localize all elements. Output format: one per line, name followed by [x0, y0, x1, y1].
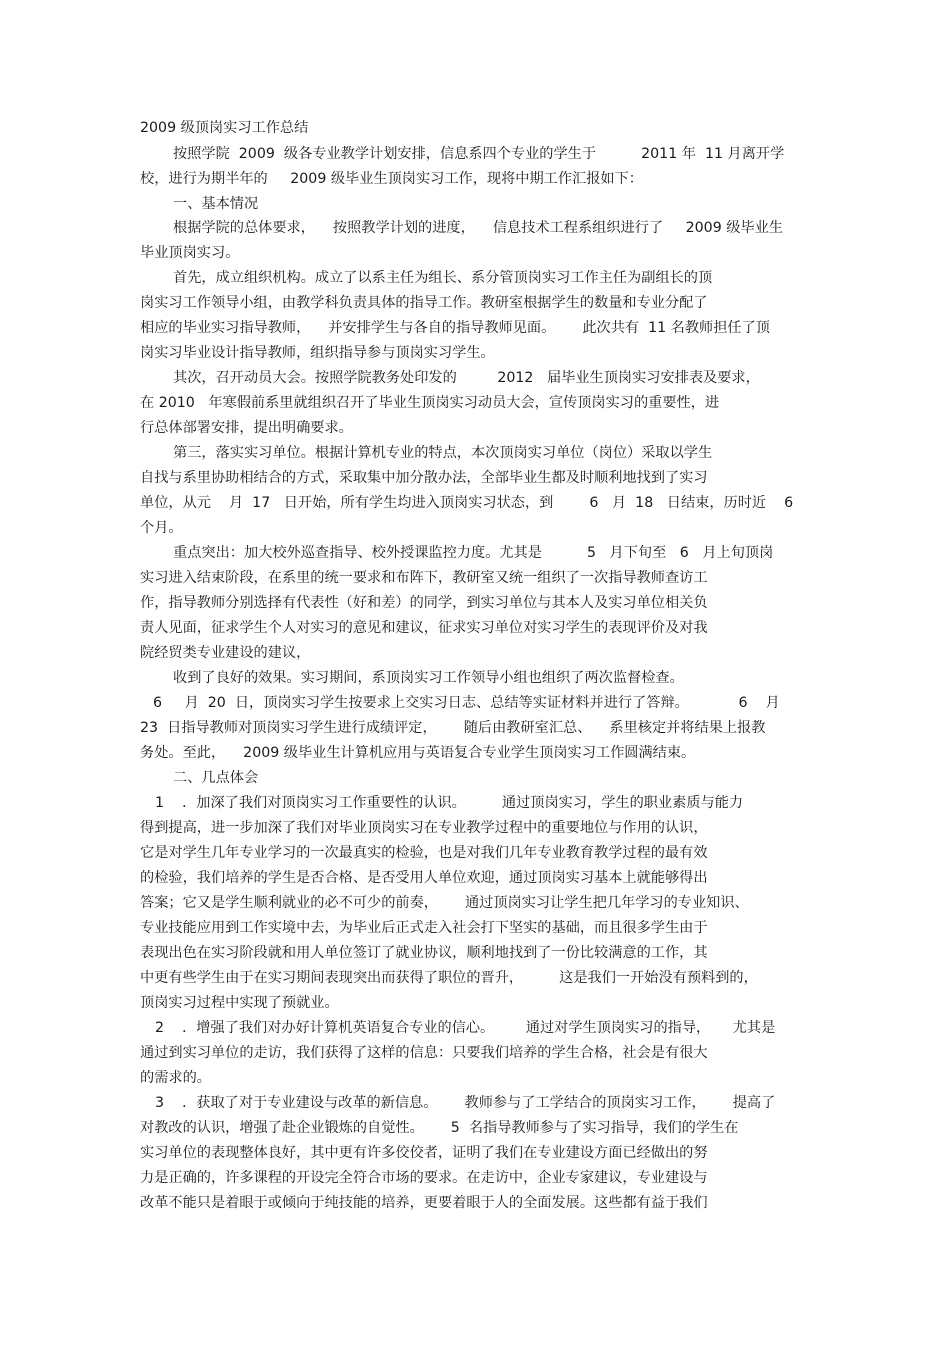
text-line: 岗实习毕业设计指导教师，组织指导参与顶岗实习学生。 — [140, 345, 495, 361]
text-line: 专业技能应用到工作实境中去，为毕业后正式走入社会打下坚实的基础，而且很多学生由于 — [140, 920, 708, 936]
text-line: 它是对学生几年专业学习的一次最真实的检验，也是对我们几年专业教育教学过程的最有效 — [140, 845, 708, 861]
text-line: 改革不能只是着眼于或倾向于纯技能的培养，更要着眼于人的全面发展。这些都有益于我们 — [140, 1195, 708, 1211]
text-line: 校，进行为期半年的 2009 级毕业生顶岗实习工作，现将中期工作汇报如下： — [140, 171, 643, 187]
text-line: 岗实习工作领导小组，由教学科负责具体的指导工作。教研室根据学生的数量和专业分配了 — [140, 295, 708, 311]
text-line: 自找与系里协助相结合的方式，采取集中加分散办法，全部毕业生都及时顺利地找到了实习 — [140, 470, 708, 486]
text-line: 个月。 — [140, 520, 183, 536]
text-line: 3 ．获取了对于专业建设与改革的新信息。 教师参与了工学结合的顶岗实习工作， 提高了 — [155, 1095, 776, 1111]
text-line: 其次，召开动员大会。按照学院教务处印发的 2012 届毕业生顶岗实习安排表及要求， — [173, 370, 760, 386]
text-line: 的需求的。 — [140, 1070, 211, 1086]
text-line: 第三，落实实习单位。根据计算机专业的特点，本次顶岗实习单位（岗位）采取以学生 — [173, 445, 713, 461]
text-line: 毕业顶岗实习。 — [140, 245, 240, 261]
text-line: 1 ．加深了我们对顶岗实习工作重要性的认识。 通过顶岗实习，学生的职业素质与能力 — [155, 795, 744, 811]
text-line: 表现出色在实习阶段就和用人单位签订了就业协议，顺利地找到了一份比较满意的工作，其 — [140, 945, 708, 961]
text-line: 重点突出：加大校外巡查指导、校外授课监控力度。尤其是 5 月下旬至 6 月上旬顶岗 — [173, 545, 774, 561]
text-line: 2 ．增强了我们对办好计算机英语复合专业的信心。 通过对学生顶岗实习的指导， 尤其是 — [155, 1020, 776, 1036]
text-line: 务处。至此， 2009 级毕业生计算机应用与英语复合专业学生顶岗实习工作圆满结束。 — [140, 745, 696, 761]
text-line: 收到了良好的效果。实习期间，系顶岗实习工作领导小组也组织了两次监督检查。 — [173, 670, 684, 686]
text-line: 责人见面，征求学生个人对实习的意见和建议，征求实习单位对实习学生的表现评价及对我 — [140, 620, 708, 636]
text-line: 单位，从元 月 17 日开始，所有学生均进入顶岗实习状态，到 6 月 18 日结束，历时近 6 — [140, 495, 794, 511]
text-line: 中更有些学生由于在实习期间表现突出而获得了职位的晋升， 这是我们一开始没有预料到的， — [140, 970, 758, 986]
text-line: 实习进入结束阶段，在系里的统一要求和布阵下，教研室又统一组织了一次指导教师查访工 — [140, 570, 708, 586]
text-line: 6 月 20 日，顶岗实习学生按要求上交实习日志、总结等实证材料并进行了答辩。 6 月 — [153, 695, 780, 711]
text-line: 根据学院的总体要求， 按照教学计划的进度， 信息技术工程系组织进行了 2009 级毕业生 — [173, 220, 783, 236]
text-line: 的检验，我们培养的学生是否合格、是否受用人单位欢迎，通过顶岗实习基本上就能够得出 — [140, 870, 708, 886]
text-line: 按照学院 2009 级各专业教学计划安排，信息系四个专业的学生于 2011 年 11 月离开学 — [173, 146, 785, 162]
text-line: 通过到实习单位的走访，我们获得了这样的信息：只要我们培养的学生合格，社会是有很大 — [140, 1045, 708, 1061]
text-line: 对教改的认识，增强了赴企业锻炼的自觉性。 5 名指导教师参与了实习指导，我们的学生在 — [140, 1120, 739, 1136]
text-line: 在 2010 年寒假前系里就组织召开了毕业生顶岗实习动员大会，宣传顶岗实习的重要性，进 — [140, 395, 720, 411]
text-line: 得到提高，进一步加深了我们对毕业顶岗实习在专业教学过程中的重要地位与作用的认识， — [140, 820, 708, 836]
text-line: 答案；它又是学生顺利就业的必不可少的前奏， 通过顶岗实习让学生把几年学习的专业知识、 — [140, 895, 749, 911]
text-line: 顶岗实习过程中实现了预就业。 — [140, 995, 339, 1011]
document-title: 2009 级顶岗实习工作总结 — [140, 120, 309, 136]
text-line: 作，指导教师分别选择有代表性（好和差）的同学，到实习单位与其本人及实习单位相关负 — [140, 595, 708, 611]
text-line: 院经贸类专业建设的建议， — [140, 645, 311, 661]
text-line: 力是正确的，许多课程的开设完全符合市场的要求。在走访中，企业专家建议，专业建设与 — [140, 1170, 708, 1186]
section-heading: 二、几点体会 — [173, 770, 259, 786]
section-heading: 一、基本情况 — [173, 196, 259, 212]
text-line: 23 日指导教师对顶岗实习学生进行成绩评定， 随后由教研室汇总、 系里核定并将结果上报教 — [140, 720, 766, 736]
text-line: 行总体部署安排，提出明确要求。 — [140, 420, 353, 436]
text-line: 首先，成立组织机构。成立了以系主任为组长、系分管顶岗实习工作主任为副组长的顶 — [173, 270, 713, 286]
text-line: 相应的毕业实习指导教师， 并安排学生与各自的指导教师见面。 此次共有 11 名教师担任了顶 — [140, 320, 770, 336]
text-line: 实习单位的表现整体良好，其中更有许多佼佼者，证明了我们在专业建设方面已经做出的努 — [140, 1145, 708, 1161]
